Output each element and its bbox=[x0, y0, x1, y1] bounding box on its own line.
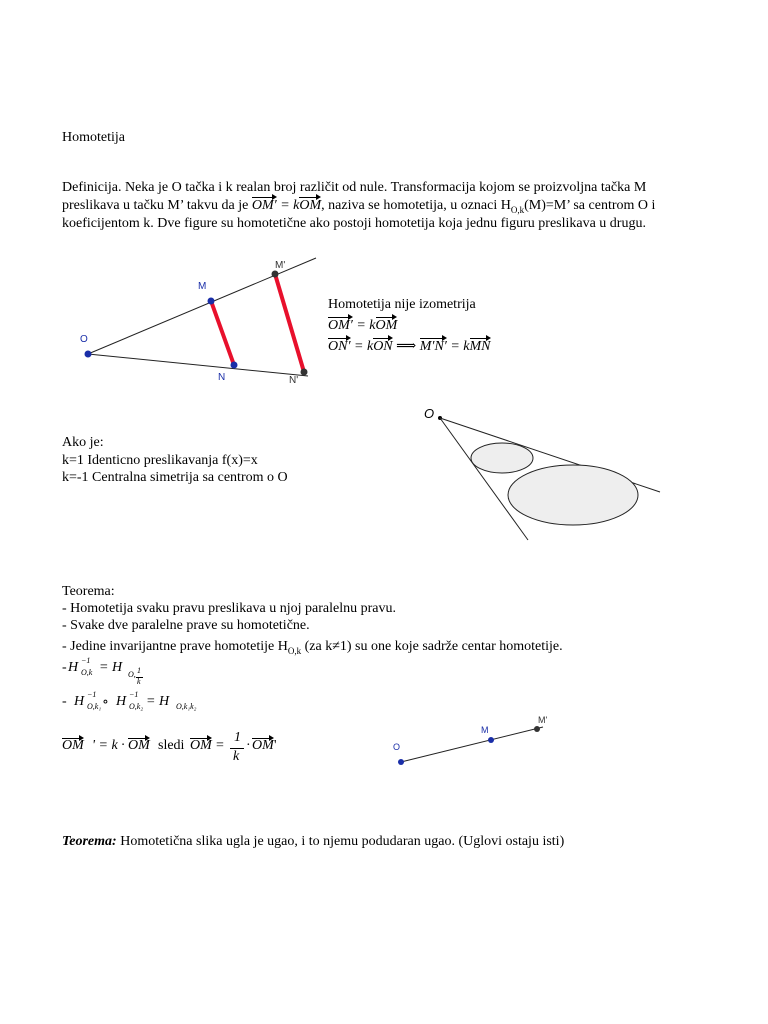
label-o-circles: O bbox=[424, 406, 435, 421]
formula-2-sub1: O,k₁ bbox=[87, 702, 102, 711]
label-n: N bbox=[218, 372, 226, 383]
note-eq1-mid: = k bbox=[352, 318, 376, 333]
label-m-line: M bbox=[481, 725, 489, 735]
tangent-lower bbox=[440, 418, 528, 540]
ray-on bbox=[88, 354, 308, 376]
formula-1-sup: −1 bbox=[81, 656, 91, 665]
formula-3-eq: = bbox=[216, 738, 224, 753]
item3-text-b: (za k≠1) su one koje sadrže centar homotetije. bbox=[301, 639, 563, 654]
collinear-points-figure bbox=[385, 712, 555, 772]
cases-heading: Ako je: bbox=[62, 435, 104, 450]
large-circle bbox=[508, 465, 638, 525]
formula-1-h: H bbox=[68, 660, 79, 675]
formula-3-den: k bbox=[233, 749, 240, 764]
formula-2-circ: ∘ bbox=[102, 695, 109, 710]
formula-3-dot: · bbox=[246, 738, 251, 753]
point-o-line bbox=[398, 759, 404, 765]
definition-line-1: Definicija. Neka je O tačka i k realan broj različit od nule. Transformacija kojom se proizvoljna tačka M bbox=[62, 180, 647, 195]
point-m-prime bbox=[272, 271, 279, 278]
point-n-prime bbox=[301, 369, 308, 376]
formula-3-num: 1 bbox=[234, 730, 241, 745]
item3-text-a: - Jedine invarijantne prave homotetije H bbox=[62, 639, 288, 654]
formula-1-den: k bbox=[137, 677, 141, 686]
formula-2-h1: H bbox=[74, 694, 85, 709]
point-o bbox=[85, 351, 92, 358]
formula-3-vec3: OM bbox=[190, 738, 212, 753]
formula-1-sub: O,k bbox=[81, 668, 93, 677]
label-n-prime: N' bbox=[289, 375, 299, 386]
note-equation-1 bbox=[328, 317, 397, 334]
definition-text-b: , naziva se homotetija, u oznaci H bbox=[321, 198, 511, 213]
theorem-item-1: - Homotetija svaku pravu preslikava u njoj paralelnu pravu. bbox=[62, 601, 396, 616]
implies-symbol: ⟹ bbox=[392, 339, 420, 354]
formula-1-num: 1 bbox=[137, 666, 141, 675]
point-m bbox=[208, 298, 215, 305]
small-circle bbox=[471, 443, 533, 473]
formula-3-a: ' = k · bbox=[92, 738, 125, 753]
point-m-prime-line bbox=[534, 726, 540, 732]
ray-om bbox=[88, 258, 316, 354]
formula-3-prime: ' bbox=[274, 738, 277, 753]
segment-mn bbox=[211, 301, 234, 365]
formula-1-prefix: - bbox=[62, 660, 67, 675]
label-m-prime: M' bbox=[275, 260, 286, 271]
homothety-triangle-figure bbox=[70, 250, 330, 390]
case-k-minus-1: k=-1 Centralna simetrija sa centrom o O bbox=[62, 470, 288, 485]
definition-line-3: koeficijentom k. Dve figure su homotetične ako postoji homotetija koja jednu figuru preslikava u drugu. bbox=[62, 216, 646, 231]
note-heading: Homotetija nije izometrija bbox=[328, 297, 476, 312]
label-o-line: O bbox=[393, 742, 401, 752]
formula-2-eq: = H bbox=[146, 694, 170, 709]
vector-om-2: OM bbox=[375, 318, 398, 333]
label-m-prime-line: M' bbox=[538, 715, 548, 725]
label-m: M bbox=[198, 281, 207, 292]
vector-on: ON bbox=[373, 339, 393, 354]
theorem-heading: Teorema: bbox=[62, 584, 115, 599]
formula-2-sup1: −1 bbox=[87, 690, 97, 699]
formula-3-vec2: OM bbox=[128, 738, 150, 753]
formula-2-sub2: O,k₂ bbox=[129, 702, 144, 711]
vector-om-prime-2: OM′ bbox=[328, 318, 353, 333]
formula-1-rhs-sub: O, bbox=[128, 670, 136, 679]
page-title: Homotetija bbox=[62, 130, 125, 145]
definition-text-a: preslikava u tačku M’ takvu da je bbox=[62, 198, 252, 213]
case-k-1: k=1 Identicno preslikavanja f(x)=x bbox=[62, 453, 258, 468]
vector-mn: MN bbox=[469, 339, 491, 354]
theorem-item-3 bbox=[62, 638, 563, 660]
homothetic-circles-figure bbox=[420, 398, 670, 548]
definition-eq: = k bbox=[276, 198, 300, 213]
note-eq2-mid2: = k bbox=[446, 339, 470, 354]
point-n bbox=[231, 362, 238, 369]
vector-om-prime: OM′ bbox=[251, 198, 277, 213]
formula-1-eq: = H bbox=[99, 660, 123, 675]
theorem-angle-text: Homotetična slika ugla je ugao, i to njemu podudaran ugao. (Uglovi ostaju isti) bbox=[116, 834, 565, 849]
formula-3-sledi: sledi bbox=[158, 738, 185, 753]
formula-3-vec1: OM bbox=[62, 738, 84, 753]
line-om-prime bbox=[401, 727, 543, 762]
formula-3-vec4: OM bbox=[252, 738, 274, 753]
formula-2-h2: H bbox=[116, 694, 127, 709]
definition-text-c: (M)=M’ sa centrom O i bbox=[524, 198, 656, 213]
point-m-line bbox=[488, 737, 494, 743]
formula-2-rhs-sub: O,k₁k₂ bbox=[176, 702, 197, 711]
formula-2-sup2: −1 bbox=[129, 690, 139, 699]
vector-om: OM bbox=[299, 198, 322, 213]
theorem-angle bbox=[62, 833, 564, 850]
item3-subscript: O,k bbox=[287, 645, 302, 656]
vector-m-prime-n-prime: M′N′ bbox=[419, 339, 447, 354]
theorem-item-2: - Svake dve paralelne prave su homotetične. bbox=[62, 618, 310, 633]
theorem-angle-label: Teorema: bbox=[62, 834, 117, 849]
vector-on-prime: ON′ bbox=[328, 339, 351, 354]
definition-subscript: O,k bbox=[510, 204, 525, 215]
segment-m-prime-n-prime bbox=[275, 274, 304, 372]
formula-2-prefix: - bbox=[62, 694, 67, 709]
note-eq2-mid: = k bbox=[350, 339, 374, 354]
note-equation-2 bbox=[328, 338, 491, 355]
label-o: O bbox=[80, 334, 88, 345]
